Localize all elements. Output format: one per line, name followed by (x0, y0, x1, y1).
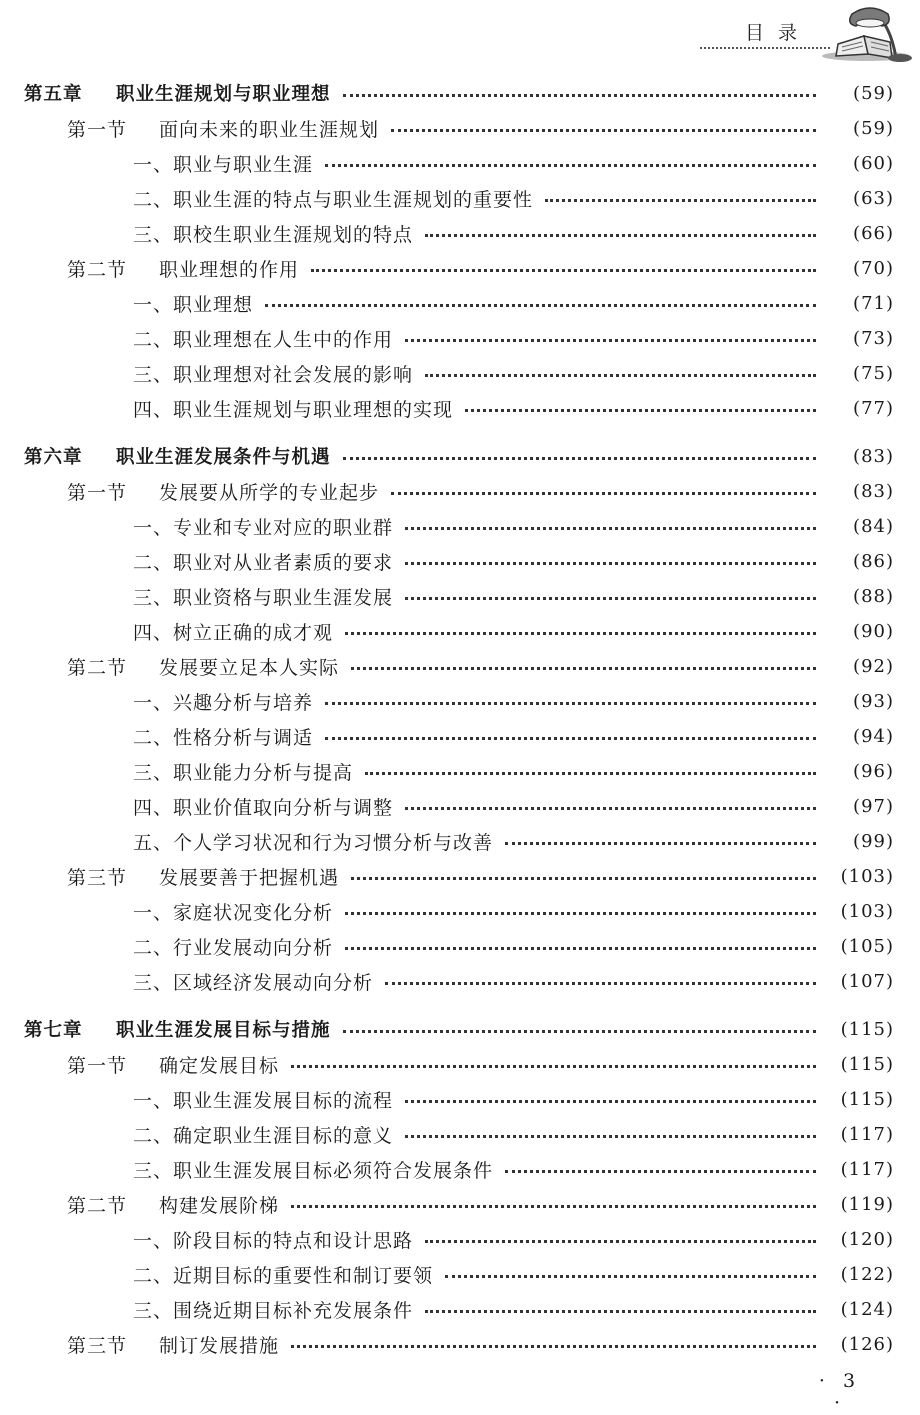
toc-entry-label (133, 150, 313, 177)
toc-entry-label (133, 513, 393, 540)
toc-page-ref: (86) (853, 550, 894, 572)
toc-section-row[interactable] (0, 251, 920, 285)
page-ref-wrap (826, 293, 920, 314)
toc-entry-label (133, 360, 413, 387)
dot-leader (425, 374, 816, 377)
toc-chapter-row[interactable] (0, 76, 920, 110)
toc-entry-title: 四、职业生涯规划与职业理想的实现 (133, 398, 454, 421)
chapter-number: 第五章 (24, 84, 83, 105)
toc-section-row[interactable] (0, 1047, 920, 1081)
toc-entry-label (133, 395, 453, 422)
toc-entry-title: 二、职业生涯的特点与职业生涯规划的重要性 (133, 188, 534, 211)
toc-page-ref: (115) (840, 1088, 894, 1110)
page-ref-wrap (826, 328, 920, 349)
toc-item-row[interactable] (0, 321, 920, 355)
page-ref-wrap (826, 936, 920, 957)
toc-page-ref: (105) (840, 935, 894, 957)
toc-item-row[interactable] (0, 964, 920, 998)
toc-entry-title: 一、家庭状况变化分析 (133, 901, 334, 924)
toc-page-ref: (119) (840, 1193, 894, 1215)
toc-entry-label (133, 793, 393, 820)
toc-item-row[interactable] (0, 544, 920, 578)
page-ref-wrap (826, 516, 920, 537)
toc-item-row[interactable] (0, 579, 920, 613)
toc-page-ref: (120) (840, 1228, 894, 1250)
section-number: 第一节 (67, 118, 128, 141)
toc-page-ref: (75) (853, 362, 894, 384)
toc-entry-label (133, 185, 533, 212)
toc-item-row[interactable] (0, 789, 920, 823)
toc-item-row[interactable] (0, 216, 920, 250)
toc-item-row[interactable] (0, 1222, 920, 1256)
toc-page-ref: (94) (853, 725, 894, 747)
toc-section-row[interactable] (0, 649, 920, 683)
toc-entry-title: 一、兴趣分析与培养 (133, 691, 314, 714)
toc-entry-title: 一、阶段目标的特点和设计思路 (133, 1229, 414, 1252)
toc-page-ref: (124) (840, 1298, 894, 1320)
toc-item-row[interactable] (0, 1257, 920, 1291)
section-number: 第二节 (67, 656, 128, 679)
toc-page-ref: (83) (853, 445, 894, 467)
dot-leader (391, 129, 816, 132)
dot-leader (505, 1170, 816, 1173)
toc-item-row[interactable] (0, 181, 920, 215)
toc-item-row[interactable] (0, 146, 920, 180)
dot-leader (405, 527, 816, 530)
page-ref-wrap (826, 866, 920, 887)
toc-entry-label (133, 548, 393, 575)
page-ref-wrap (826, 258, 920, 279)
chapter-number: 第七章 (24, 1020, 83, 1041)
toc-entry-label (133, 688, 313, 715)
toc-entry-label (133, 618, 333, 645)
toc-page-ref: (107) (840, 970, 894, 992)
toc-entry-title: 二、职业理想在人生中的作用 (133, 328, 394, 351)
toc-entry-label (24, 443, 331, 469)
dot-leader (351, 667, 816, 670)
toc-page-ref: (117) (840, 1158, 894, 1180)
toc-chapter-row[interactable] (0, 439, 920, 473)
dot-leader (425, 234, 816, 237)
toc-item-row[interactable] (0, 614, 920, 648)
dot-leader (365, 772, 816, 775)
toc-entry-title: 三、职业理想对社会发展的影响 (133, 363, 414, 386)
toc-section-row[interactable] (0, 1327, 920, 1361)
toc-entry-title: 二、行业发展动向分析 (133, 936, 334, 959)
toc-entry-title: 二、确定职业生涯目标的意义 (133, 1124, 394, 1147)
dot-leader (325, 737, 816, 740)
dot-leader (345, 632, 816, 635)
toc-entry-label (67, 653, 339, 680)
toc-entry-title: 发展要善于把握机遇 (159, 866, 340, 889)
toc-chapter-row[interactable] (0, 1012, 920, 1046)
toc-page-ref: (122) (840, 1263, 894, 1285)
toc-entry-label (133, 1261, 433, 1288)
toc-item-row[interactable] (0, 684, 920, 718)
toc-entry-label (67, 1191, 279, 1218)
toc-page-ref: (92) (853, 655, 894, 677)
section-number: 第一节 (67, 481, 128, 504)
header-dotted-rule (700, 47, 830, 49)
page-ref-wrap (826, 586, 920, 607)
toc-entry-label (133, 828, 493, 855)
toc-entry-label (24, 80, 331, 106)
page-ref-wrap (826, 1229, 920, 1250)
toc-entry-title: 构建发展阶梯 (159, 1194, 280, 1217)
toc-entry-title: 发展要从所学的专业起步 (159, 481, 380, 504)
section-number: 第三节 (67, 866, 128, 889)
toc-entry-label (133, 1296, 413, 1323)
toc-entry-title: 一、职业生涯发展目标的流程 (133, 1089, 394, 1112)
toc-page-ref: (117) (840, 1123, 894, 1145)
page-ref-wrap (826, 398, 920, 419)
toc-entry-title: 一、职业与职业生涯 (133, 153, 314, 176)
toc-section-row[interactable] (0, 859, 920, 893)
toc-page-ref: (96) (853, 760, 894, 782)
toc-entry-title: 职业生涯规划与职业理想 (116, 84, 331, 105)
toc-entry-label (67, 255, 299, 282)
section-number: 第一节 (67, 1054, 128, 1077)
toc-page-ref: (99) (853, 830, 894, 852)
dot-leader (445, 1275, 816, 1278)
toc-entry-label (67, 1051, 279, 1078)
page-ref-wrap (826, 621, 920, 642)
dot-leader (545, 199, 816, 202)
toc-entry-label (133, 758, 353, 785)
dot-leader (425, 1240, 816, 1243)
toc-page-ref: (115) (840, 1018, 894, 1040)
toc-entry-title: 二、近期目标的重要性和制订要领 (133, 1264, 434, 1287)
toc-entry-label (133, 1226, 413, 1253)
toc-entry-label (67, 478, 379, 505)
toc-item-row[interactable] (0, 286, 920, 320)
toc-entry-label (133, 1156, 493, 1183)
desk-lamp-book-icon (818, 4, 914, 62)
page-ref-wrap (826, 831, 920, 852)
toc-entry-title: 确定发展目标 (159, 1054, 280, 1077)
dot-leader (343, 457, 816, 460)
toc-entry-title: 三、职业资格与职业生涯发展 (133, 586, 394, 609)
section-number: 第三节 (67, 1334, 128, 1357)
toc-entry-label (133, 1121, 393, 1148)
dot-leader (405, 1135, 816, 1138)
dot-leader (385, 982, 816, 985)
toc-item-row[interactable] (0, 929, 920, 963)
toc-entry-title: 发展要立足本人实际 (159, 656, 340, 679)
page-ref-wrap (826, 1159, 920, 1180)
toc-entry-label (133, 583, 393, 610)
toc-entry-title: 三、区域经济发展动向分析 (133, 971, 374, 994)
page-ref-wrap (826, 1334, 920, 1355)
toc-entry-title: 二、性格分析与调适 (133, 726, 314, 749)
dot-leader (391, 492, 816, 495)
page-ref-wrap (826, 901, 920, 922)
toc-page-ref: (59) (853, 82, 894, 104)
page-header (0, 0, 920, 66)
dot-leader (291, 1065, 816, 1068)
toc-item-row[interactable] (0, 1082, 920, 1116)
toc-page-ref: (66) (853, 222, 894, 244)
toc-entry-title: 一、职业理想 (133, 293, 254, 316)
toc-item-row[interactable] (0, 391, 920, 425)
toc-page-ref: (115) (840, 1053, 894, 1075)
dot-leader (291, 1345, 816, 1348)
page-ref-wrap (826, 971, 920, 992)
toc-entry-title: 三、职业生涯发展目标必须符合发展条件 (133, 1159, 494, 1182)
page-ref-wrap (826, 446, 920, 467)
toc-page-ref: (83) (853, 480, 894, 502)
toc-section-row[interactable] (0, 1187, 920, 1221)
toc-section-row[interactable] (0, 474, 920, 508)
dot-leader (343, 1030, 816, 1033)
toc-item-row[interactable] (0, 754, 920, 788)
toc-entry-label (67, 863, 339, 890)
dot-leader (405, 1100, 816, 1103)
toc-page-ref: (60) (853, 152, 894, 174)
dot-leader (311, 269, 816, 272)
toc-entry-label (133, 898, 333, 925)
page-ref-wrap (826, 83, 920, 104)
page-ref-wrap (826, 1124, 920, 1145)
page-ref-wrap (826, 1089, 920, 1110)
toc-entry-title: 职业生涯发展目标与措施 (116, 1020, 331, 1041)
toc-item-row[interactable] (0, 894, 920, 928)
dot-leader (343, 94, 816, 97)
dot-leader (345, 947, 816, 950)
chapter-number: 第六章 (24, 447, 83, 468)
toc-entry-label (133, 290, 253, 317)
toc-item-row[interactable] (0, 1292, 920, 1326)
toc-item-row[interactable] (0, 824, 920, 858)
dot-leader (465, 409, 816, 412)
dot-leader (345, 912, 816, 915)
page-ref-wrap (826, 691, 920, 712)
dot-leader (291, 1205, 816, 1208)
dot-leader (325, 164, 816, 167)
page-ref-wrap (826, 1264, 920, 1285)
toc-page-ref: (103) (840, 865, 894, 887)
page-number: · 3 · (818, 1370, 862, 1414)
page-ref-wrap (826, 363, 920, 384)
page-ref-wrap (826, 481, 920, 502)
dot-leader (505, 842, 816, 845)
page-ref-wrap (826, 1054, 920, 1075)
toc-entry-title: 一、专业和专业对应的职业群 (133, 516, 394, 539)
page-ref-wrap (826, 726, 920, 747)
toc-entry-title: 面向未来的职业生涯规划 (159, 118, 380, 141)
toc-entry-label (133, 933, 333, 960)
dot-leader (405, 339, 816, 342)
toc-page-ref: (70) (853, 257, 894, 279)
toc-entry-title: 制订发展措施 (159, 1334, 280, 1357)
dot-leader (325, 702, 816, 705)
page-ref-wrap (826, 118, 920, 139)
toc-entry-title: 三、围绕近期目标补充发展条件 (133, 1299, 414, 1322)
toc-item-row[interactable] (0, 1152, 920, 1186)
toc-page-ref: (126) (840, 1333, 894, 1355)
toc-section-row[interactable] (0, 111, 920, 145)
page-ref-wrap (826, 1194, 920, 1215)
toc-entry-label (133, 220, 413, 247)
toc-page-ref: (93) (853, 690, 894, 712)
toc-page-ref: (103) (840, 900, 894, 922)
page-ref-wrap (826, 761, 920, 782)
dot-leader (405, 562, 816, 565)
toc-page-ref: (90) (853, 620, 894, 642)
dot-leader (405, 597, 816, 600)
toc-entry-title: 三、职业能力分析与提高 (133, 761, 354, 784)
toc-item-row[interactable] (0, 1117, 920, 1151)
section-number: 第二节 (67, 258, 128, 281)
page-ref-wrap (826, 1299, 920, 1320)
toc-entry-label (67, 115, 379, 142)
toc-page-ref: (59) (853, 117, 894, 139)
toc-page-ref: (88) (853, 585, 894, 607)
header-title: 目录 (745, 22, 812, 44)
section-number: 第二节 (67, 1194, 128, 1217)
toc-entry-title: 五、个人学习状况和行为习惯分析与改善 (133, 831, 494, 854)
toc-entry-title: 二、职业对从业者素质的要求 (133, 551, 394, 574)
toc-page-ref: (77) (853, 397, 894, 419)
toc-entry-label (133, 723, 313, 750)
page-ref-wrap (826, 1019, 920, 1040)
toc-entry-title: 三、职校生职业生涯规划的特点 (133, 223, 414, 246)
toc-entry-label (24, 1016, 331, 1042)
dot-leader (425, 1310, 816, 1313)
dot-leader (265, 304, 816, 307)
page-ref-wrap (826, 551, 920, 572)
toc-entry-label (133, 1086, 393, 1113)
page-ref-wrap (826, 223, 920, 244)
toc-entry-label (67, 1331, 279, 1358)
toc-page-ref: (84) (853, 515, 894, 537)
toc-item-row[interactable] (0, 509, 920, 543)
toc-entry-title: 职业理想的作用 (159, 258, 300, 281)
toc-entry-label (133, 325, 393, 352)
page-ref-wrap (826, 153, 920, 174)
toc-page-ref: (71) (853, 292, 894, 314)
toc-entry-label (133, 968, 373, 995)
page-ref-wrap (826, 796, 920, 817)
toc-page-ref: (97) (853, 795, 894, 817)
toc-entry-title: 四、职业价值取向分析与调整 (133, 796, 394, 819)
toc-page-ref: (63) (853, 187, 894, 209)
toc-entry-title: 四、树立正确的成才观 (133, 621, 334, 644)
toc-page-ref: (73) (853, 327, 894, 349)
page-ref-wrap (826, 188, 920, 209)
toc-item-row[interactable] (0, 356, 920, 390)
toc-entry-title: 职业生涯发展条件与机遇 (116, 447, 331, 468)
toc-item-row[interactable] (0, 719, 920, 753)
dot-leader (351, 877, 816, 880)
page-ref-wrap (826, 656, 920, 677)
dot-leader (405, 807, 816, 810)
